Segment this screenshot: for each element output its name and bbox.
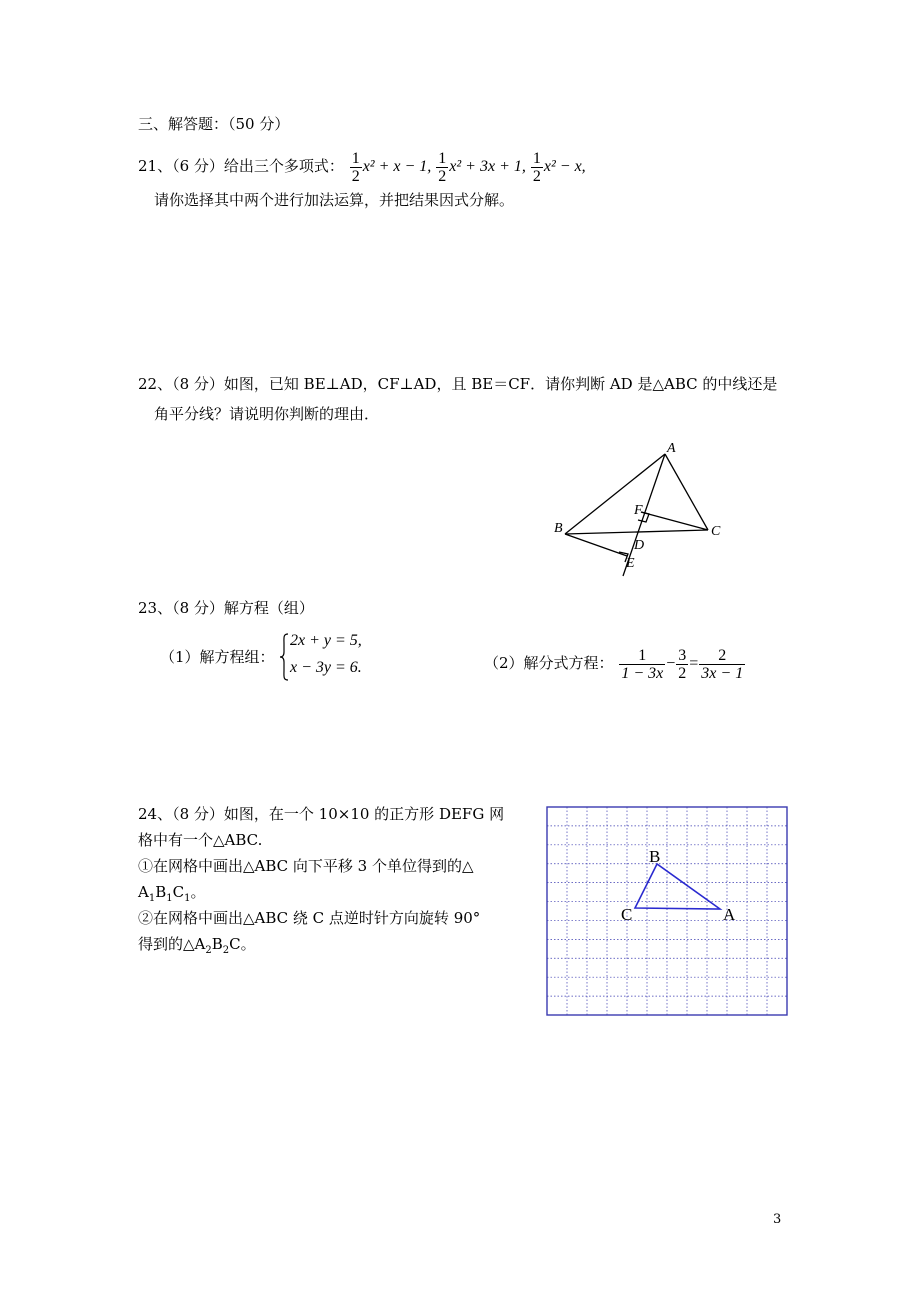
frac3: $\frac{2}{3x - 1}$ — [701, 647, 744, 682]
q24-line4: $A_1B_1C_1$。 — [138, 883, 206, 904]
fraction-equation: $\frac{1}{1 - 3x}$ − $\frac{3}{2}$ = $\frac{2}{3x - 1}$ — [621, 647, 744, 682]
q21-polynomials — [349, 150, 586, 185]
frac2: $\frac{3}{2}$ — [678, 647, 687, 682]
label-d: D — [634, 538, 645, 553]
label-c: C — [711, 524, 721, 539]
q22-line1: 22、（8 分）如图，已知 BE⊥AD，CF⊥AD，且 BE＝CF．请你判断 AD 是△ABC 的中线还是 — [138, 375, 778, 393]
grid-lines — [547, 807, 787, 1015]
q24-line6: 得到的$\triangle A_2B_2C$。 — [138, 935, 256, 956]
frac1: $\frac{1}{1 - 3x}$ — [621, 647, 664, 682]
label-b: B — [554, 521, 563, 536]
grid-label-b: B — [649, 847, 661, 866]
side-ac — [665, 454, 708, 530]
q24-line2: 格中有一个△ABC. — [138, 831, 263, 849]
system-eq1: 2x + y = 5, — [290, 632, 362, 649]
grid-border — [547, 807, 787, 1015]
label-a: A — [667, 441, 676, 456]
system-brace — [278, 632, 290, 682]
q24-line5: ②在网格中画出△ABC 绕 C 点逆时针方向旋转 90° — [138, 909, 481, 927]
page-number: 3 — [773, 1212, 782, 1227]
q21-lead: 21、（6 分）给出三个多项式： — [138, 157, 344, 176]
segment-be — [565, 534, 627, 556]
poly2-fraction: $\frac{1}{2}$ — [438, 150, 447, 185]
poly1-fraction: $\frac{1}{2}$ — [351, 150, 360, 185]
grid-label-a: A — [723, 905, 736, 924]
q21-line — [138, 150, 586, 185]
q23-part2 — [484, 647, 746, 682]
q23-part2-label: （2）解分式方程： — [484, 654, 614, 673]
q21-instruction: 请你选择其中两个进行加法运算，并把结果因式分解。 — [154, 191, 515, 209]
side-bc — [565, 530, 708, 534]
poly1-tail: x² + x − 1, — [362, 158, 432, 176]
label-e: E — [626, 556, 635, 571]
q23-part1-label: （1）解方程组： — [160, 648, 275, 666]
q23-title: 23、（8 分）解方程（组） — [138, 599, 314, 617]
poly3-tail: x² − x, — [543, 158, 586, 176]
poly3-fraction: $\frac{1}{2}$ — [532, 150, 541, 185]
q22-triangle-figure — [545, 436, 745, 581]
system-eq2: x − 3y = 6. — [290, 659, 362, 676]
q24-grid-figure — [545, 805, 789, 1017]
q24-line1: 24、（8 分）如图，在一个 10×10 的正方形 DEFG 网 — [138, 805, 505, 823]
poly2-tail: x² + 3x + 1, — [449, 158, 526, 176]
grid-label-c: C — [621, 905, 633, 924]
q24-line3: ①在网格中画出△ABC 向下平移 3 个单位得到的△ — [138, 857, 474, 875]
segment-cf — [641, 512, 708, 530]
side-ab — [565, 454, 665, 534]
label-f: F — [634, 503, 643, 518]
q22-line2: 角平分线？请说明你判断的理由． — [154, 405, 380, 423]
section-heading: 三、解答题：（50 分） — [138, 115, 290, 133]
